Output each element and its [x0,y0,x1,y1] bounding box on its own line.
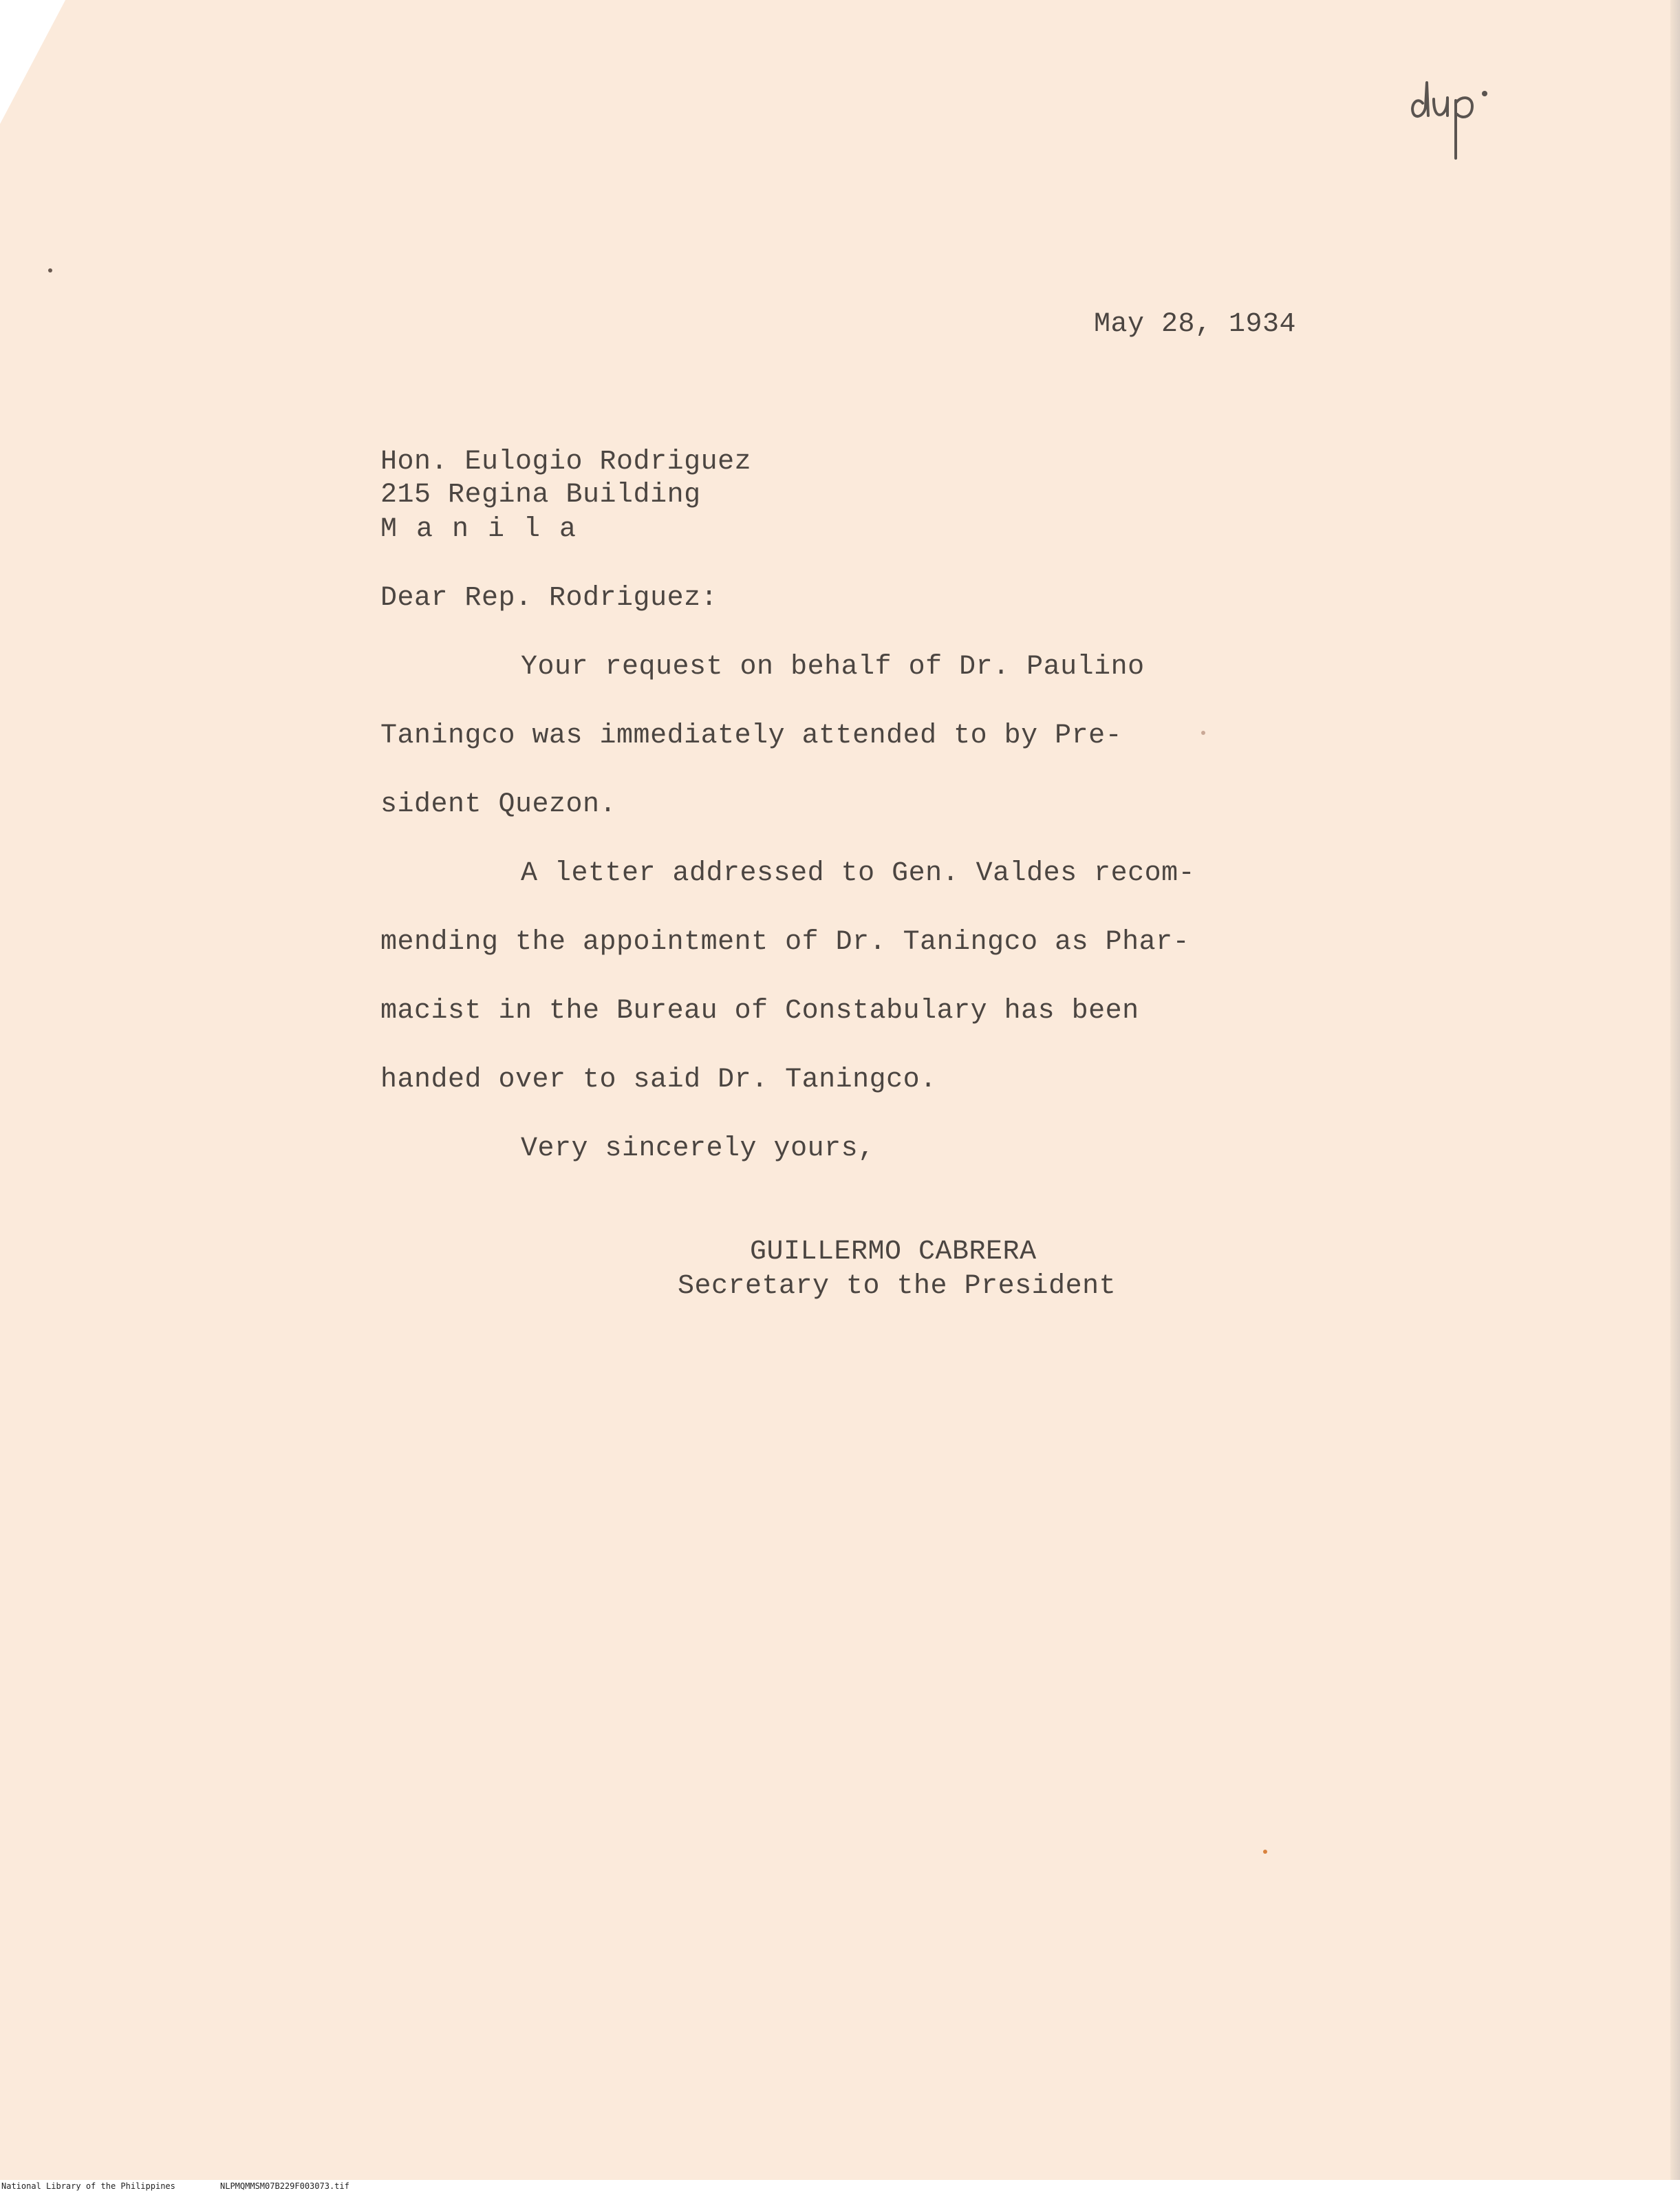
footer-file-id: NLPMQMMSM07B229F003073.tif [220,2181,349,2191]
salutation: Dear Rep. Rodriguez: [380,583,718,614]
body-line: sident Quezon. [380,789,617,820]
footer-library: National Library of the Philippines [1,2181,175,2191]
closing: Very sincerely yours, [521,1133,875,1164]
body-line: handed over to said Dr. Taningco. [380,1065,937,1095]
paper-speck [1263,1850,1267,1854]
signature-name: GUILLERMO CABRERA [750,1237,1037,1267]
body-line: macist in the Bureau of Constabulary has been [380,996,1139,1027]
body-line: mending the appointment of Dr. Taningco as Phar- [380,927,1190,958]
paper-speck [1201,731,1205,735]
recipient-city: M a n i l a [380,514,578,545]
letter-date: May 28, 1934 [1094,309,1297,340]
recipient-address: 215 Regina Building [380,480,701,511]
body-line: Taningco was immediately attended to by Pre- [380,720,1123,751]
paper-speck [48,268,52,272]
body-line: Your request on behalf of Dr. Paulino [521,652,1145,683]
signature-title: Secretary to the President [678,1271,1117,1302]
handwritten-note-dup [1403,55,1520,179]
recipient-name: Hon. Eulogio Rodriguez [380,447,752,478]
body-line: A letter addressed to Gen. Valdes recom- [521,858,1196,889]
paper-edge-shadow [1670,0,1680,2180]
